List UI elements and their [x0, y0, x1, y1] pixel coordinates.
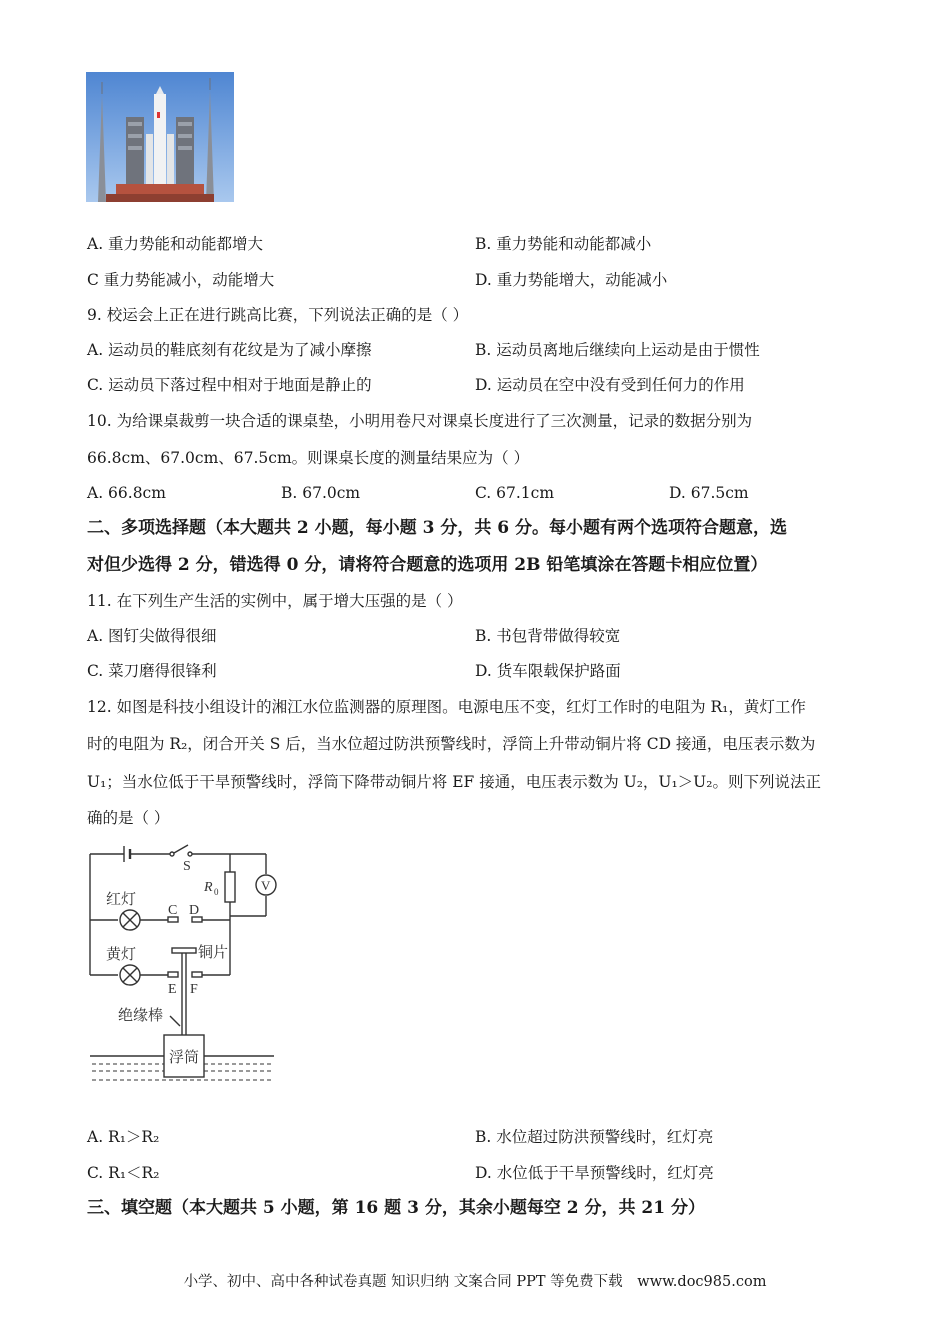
contact-f — [192, 972, 202, 977]
footer-url[interactable]: www.doc985.com — [637, 1274, 767, 1290]
q10-stem-line1: 10. 为给课桌裁剪一块合适的课桌垫，小明用卷尺对课桌长度进行了三次测量，记录的数据分别为 — [87, 412, 753, 430]
contact-d-label: D — [189, 903, 200, 918]
switch-label: S — [183, 859, 191, 874]
copper-plate — [172, 948, 196, 953]
rod-label: 绝缘棒 — [118, 1008, 164, 1024]
q12-stem-line3: U₁；当水位低于干旱预警线时，浮筒下降带动铜片将 EF 接通，电压表示数为 U₂，U₁＞U₂。则下列说法正 — [87, 773, 821, 791]
section3-heading: 三、填空题（本大题共 5 小题，第 16 题 3 分，其余小题每空 2 分，共 21 分） — [87, 1198, 705, 1218]
q12-stem-line1: 12. 如图是科技小组设计的湘江水位监测器的原理图。电源电压不变，红灯工作时的电阻为 R₁，黄灯工作 — [87, 698, 806, 716]
q11-stem: 11. 在下列生产生活的实例中，属于增大压强的是（ ） — [87, 592, 463, 610]
q9-option-d: D. 运动员在空中没有受到任何力的作用 — [475, 376, 745, 394]
section2-heading-line1: 二、多项选择题（本大题共 2 小题，每小题 3 分，共 6 分。每小题有两个选项符合题意，选 — [87, 518, 787, 538]
resistor-subscript: 0 — [214, 887, 219, 897]
float-label: 浮筒 — [169, 1050, 200, 1066]
q10-option-c: C. 67.1cm — [475, 484, 555, 502]
q12-option-a: A. R₁＞R₂ — [87, 1128, 160, 1146]
water-level-circuit-diagram — [88, 840, 278, 1085]
q12-stem-line2: 时的电阻为 R₂，闭合开关 S 后，当水位超过防洪预警线时，浮筒上升带动铜片将 CD 接通，电压表示数为 — [87, 735, 816, 753]
q10-stem-line2: 66.8cm、67.0cm、67.5cm。则课桌长度的测量结果应为（ ） — [87, 449, 530, 467]
q8-option-b: B. 重力势能和动能都减小 — [475, 235, 652, 253]
q11-option-c: C. 菜刀磨得很锋利 — [87, 662, 217, 680]
q8-option-a: A. 重力势能和动能都增大 — [87, 235, 264, 253]
q9-option-a: A. 运动员的鞋底刻有花纹是为了减小摩擦 — [87, 341, 372, 359]
yellow-lamp-label: 黄灯 — [106, 947, 137, 963]
q8-option-d: D. 重力势能增大，动能减小 — [475, 271, 668, 289]
q12-option-c: C. R₁＜R₂ — [87, 1164, 160, 1182]
q9-option-c: C. 运动员下落过程中相对于地面是静止的 — [87, 376, 372, 394]
q11-option-a: A. 图钉尖做得很细 — [87, 627, 217, 645]
q10-option-d: D. 67.5cm — [669, 484, 749, 502]
page-footer — [0, 1270, 950, 1291]
switch-blade — [174, 845, 188, 853]
q8-option-c: C 重力势能减小，动能增大 — [87, 271, 275, 289]
q9-option-b: B. 运动员离地后继续向上运动是由于惯性 — [475, 341, 760, 359]
contact-e — [168, 972, 178, 977]
footer-text: 小学、初中、高中各种试卷真题 知识归纳 文案合同 PPT 等免费下载 — [183, 1274, 623, 1290]
q11-option-d: D. 货车限载保护路面 — [475, 662, 621, 680]
section2-heading-line2: 对但少选得 2 分，错选得 0 分，请将符合题意的选项用 2B 铅笔填涂在答题卡相应位置） — [87, 555, 768, 575]
q10-option-b: B. 67.0cm — [281, 484, 361, 502]
q11-option-b: B. 书包背带做得较宽 — [475, 627, 621, 645]
rocket-launch-photo — [86, 72, 234, 202]
contact-f-label: F — [190, 982, 198, 997]
copper-label: 铜片 — [198, 945, 229, 961]
resistor-label: R — [204, 880, 213, 895]
red-lamp-label: 红灯 — [106, 892, 137, 908]
q10-option-a: A. 66.8cm — [87, 484, 166, 502]
q9-stem: 9. 校运会上正在进行跳高比赛，下列说法正确的是（ ） — [87, 306, 469, 324]
contact-e-label: E — [168, 982, 177, 997]
q12-option-d: D. 水位低于干旱预警线时，红灯亮 — [475, 1164, 714, 1182]
contact-c-label: C — [168, 903, 178, 918]
voltmeter-label: V — [261, 878, 271, 893]
q12-stem-line4: 确的是（ ） — [87, 809, 170, 827]
q12-option-b: B. 水位超过防洪预警线时，红灯亮 — [475, 1128, 714, 1146]
resistor-r0 — [225, 872, 235, 902]
